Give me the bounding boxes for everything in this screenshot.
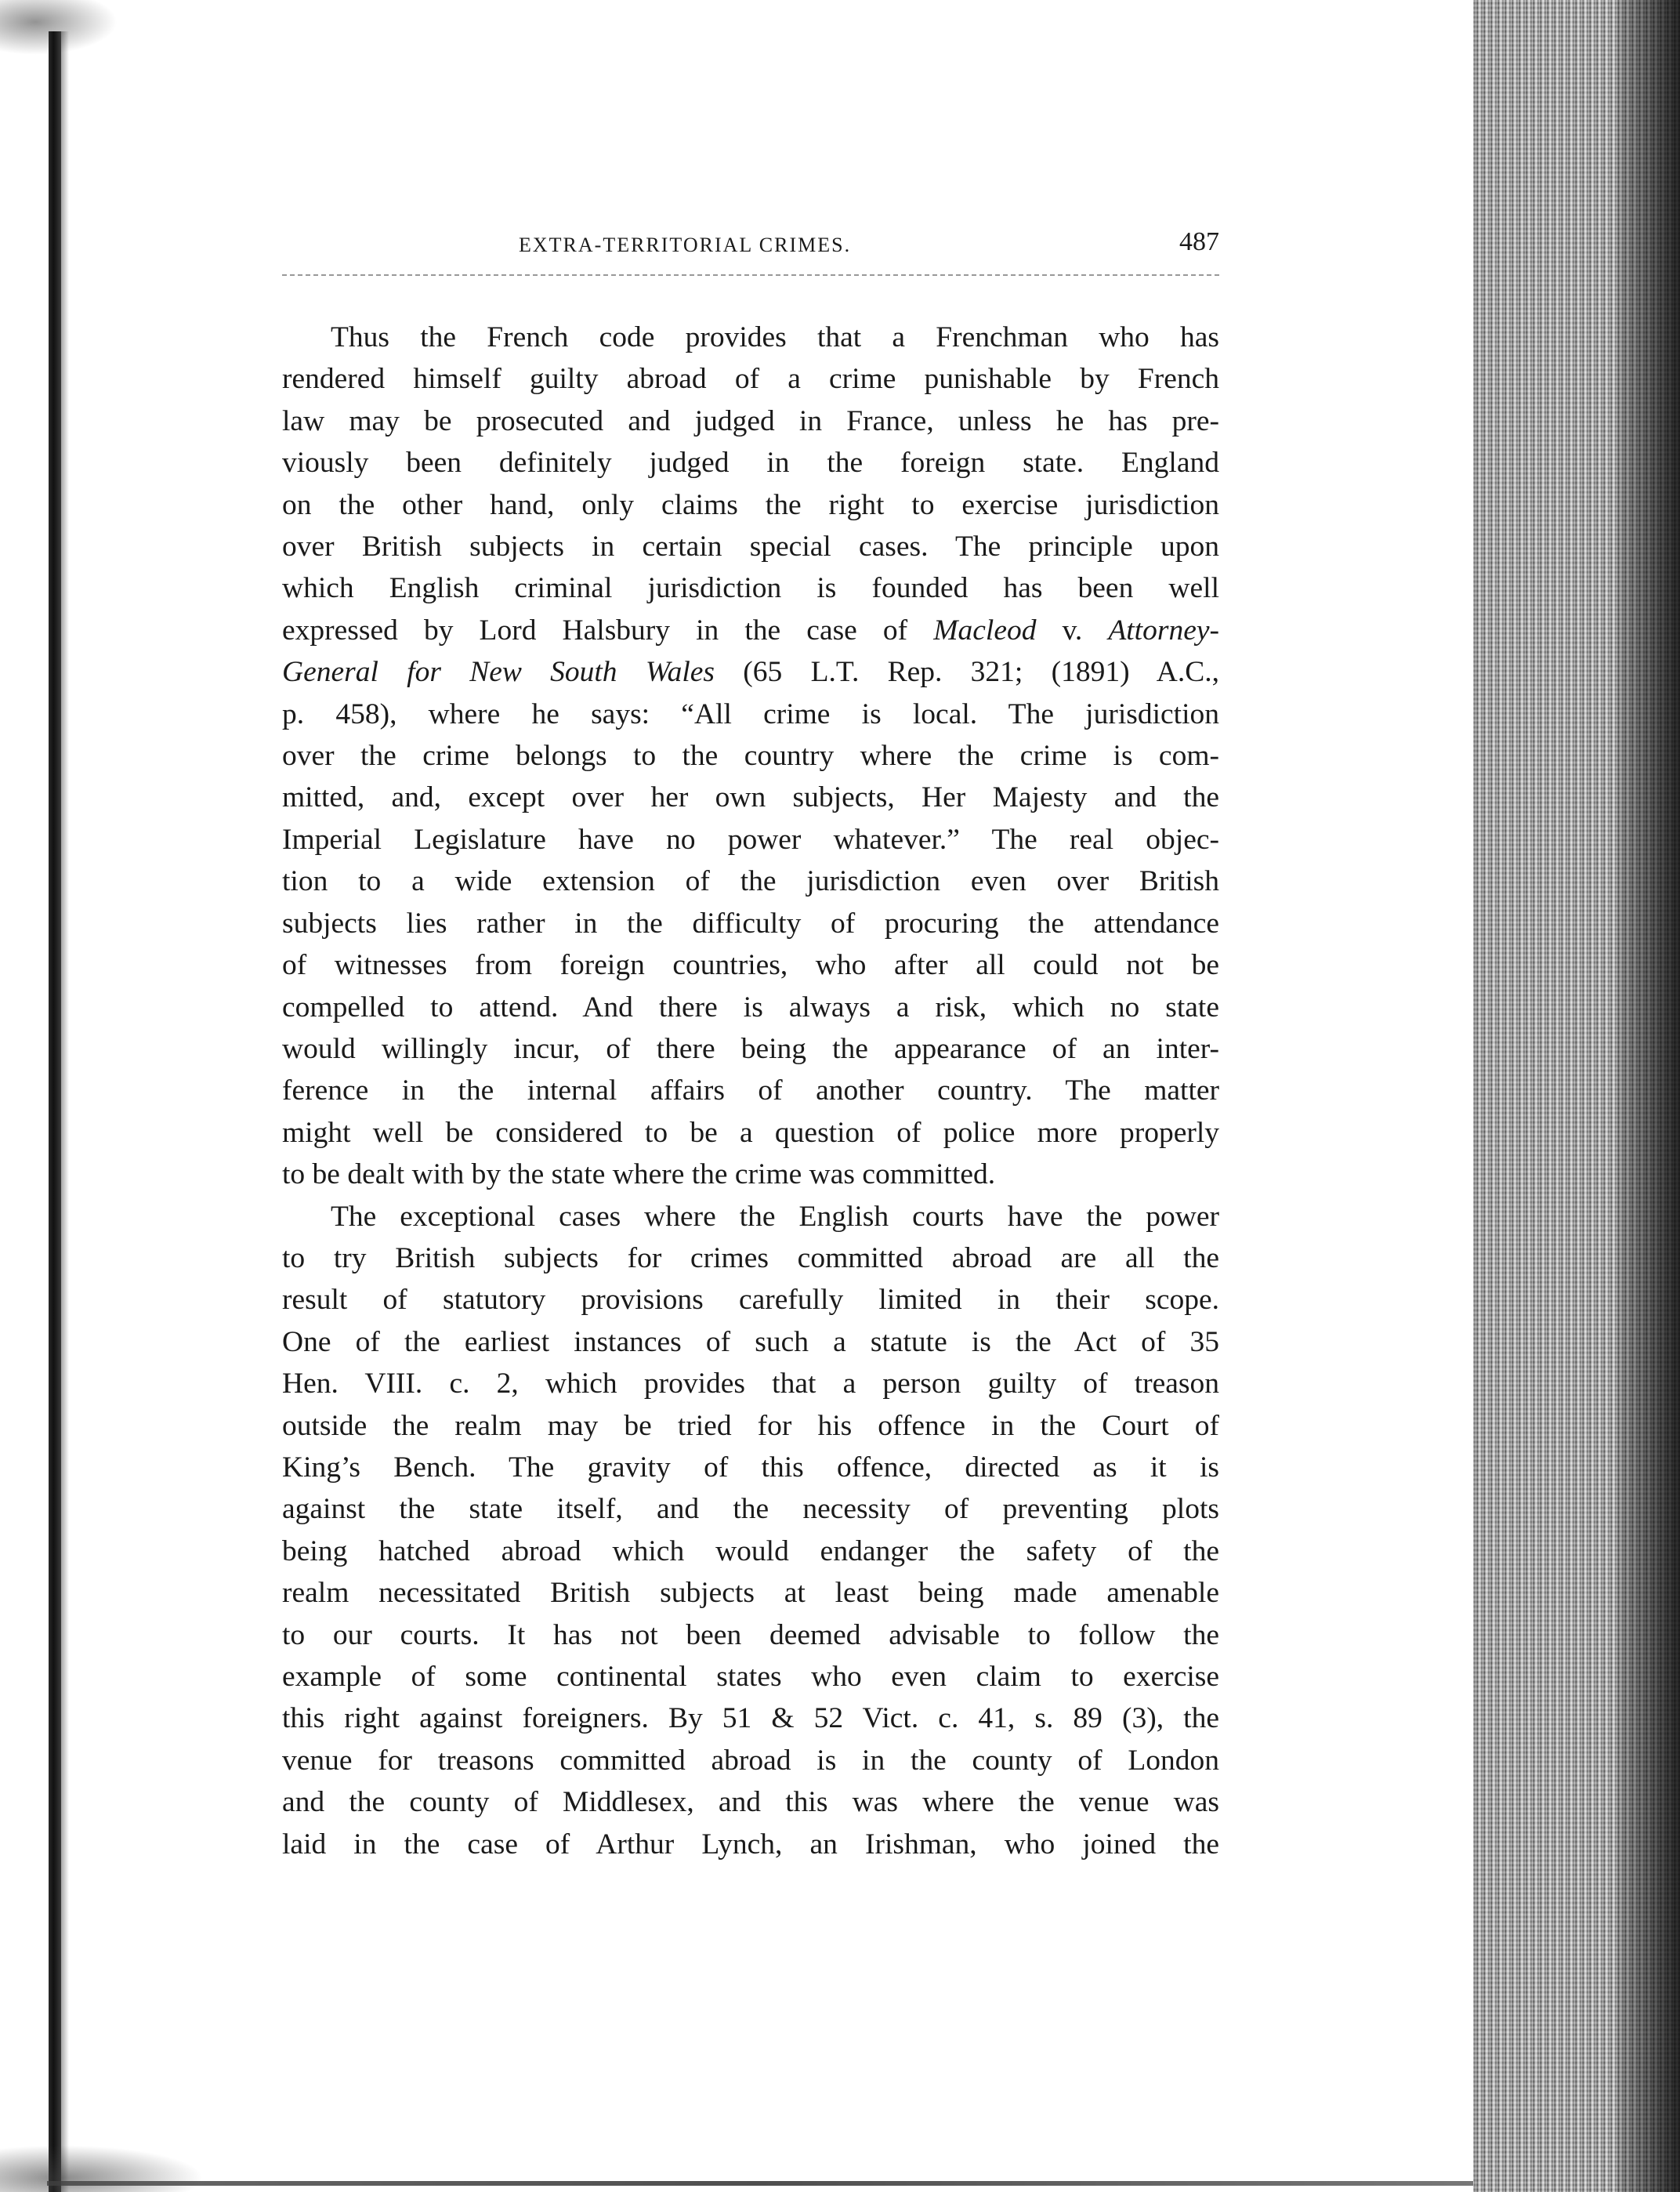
book-binding-edge [49, 31, 61, 2192]
text-line: Hen. VIII. c. 2, which provides that a person guilty of treason [282, 1368, 1219, 1400]
text-line: mitted, and, except over her own subjects, Her Majesty and the [282, 781, 1219, 814]
case-name: Attorney- [1108, 614, 1219, 647]
text-line: tion to a wide extension of the jurisdiction even over British [282, 865, 1219, 898]
page-number: 487 [1179, 227, 1219, 256]
text-line: against the state itself, and the necessity of preventing plots [282, 1493, 1219, 1526]
text-line: Thus the French code provides that a Frenchman who has [331, 321, 1219, 353]
text-line: law may be prosecuted and judged in France, unless he has pre- [282, 404, 1219, 437]
text-line: Imperial Legislature have no power whatever.” The real objec- [282, 823, 1219, 856]
text-line: on the other hand, only claims the right to exercise jurisdiction [282, 488, 1219, 521]
text-line: of witnesses from foreign countries, who after all could not be [282, 949, 1219, 982]
text-line: General for New South Wales (65 L.T. Rep. 321; (1891) A.C., [282, 656, 1220, 689]
running-title: EXTRA-TERRITORIAL CRIMES. [519, 234, 852, 256]
book-page [282, 227, 1219, 1865]
text-line: ference in the internal affairs of another country. The matter [282, 1074, 1219, 1107]
text-line: and the county of Middlesex, and this was where the venue was [282, 1786, 1219, 1819]
paragraph-2 [282, 1196, 1219, 1866]
text-line: p. 458), where he says: “All crime is local. The jurisdiction [282, 697, 1219, 730]
paragraph-1 [282, 317, 1219, 1196]
text-line: rendered himself guilty abroad of a crime punishable by French [282, 363, 1219, 396]
page-stack-edge [1473, 0, 1680, 2192]
page-bottom-edge [47, 2181, 1473, 2186]
text-line: One of the earliest instances of such a statute is the Act of 35 [282, 1325, 1219, 1358]
header-rule [282, 274, 1219, 276]
text-line: being hatched abroad which would endanger the safety of the [282, 1534, 1219, 1567]
text-line: laid in the case of Arthur Lynch, an Irishman, who joined the [282, 1828, 1219, 1860]
text-line: over the crime belongs to the country where the crime is com- [282, 740, 1219, 773]
text-line: subjects lies rather in the difficulty of procuring the attendance [282, 907, 1219, 940]
scan-smudge-bottom-left [0, 2145, 204, 2192]
text-line: to be dealt with by the state where the crime was committed. [282, 1158, 996, 1191]
text-line: King’s Bench. The gravity of this offence, directed as it is [282, 1451, 1219, 1484]
body-text [282, 317, 1219, 1865]
text-line: viously been definitely judged in the foreign state. England [282, 447, 1219, 480]
text-line: expressed by Lord Halsbury in the case of Macleod v. Attorney- [282, 614, 1219, 647]
text-line: might well be considered to be a question of police more properly [282, 1116, 1219, 1149]
text-line: venue for treasons committed abroad is in the county of London [282, 1744, 1219, 1777]
text-line: this right against foreigners. By 51 & 52 Vict. c. 41, s. 89 (3), the [282, 1702, 1219, 1735]
text-line: over British subjects in certain special cases. The principle upon [282, 531, 1219, 563]
text-line: realm necessitated British subjects at least being made amenable [282, 1577, 1219, 1610]
text-line: would willingly incur, of there being the appearance of an inter- [282, 1032, 1219, 1065]
case-name: General for New South Wales [282, 656, 715, 689]
text-line: compelled to attend. And there is always a risk, which no state [282, 991, 1219, 1024]
text-line: outside the realm may be tried for his offence in the Court of [282, 1409, 1219, 1442]
text-line: to try British subjects for crimes committed abroad are all the [282, 1241, 1219, 1274]
text-line: which English criminal jurisdiction is founded has been well [282, 572, 1219, 605]
text-line: The exceptional cases where the English courts have the power [331, 1200, 1219, 1233]
case-name: Macleod [933, 614, 1037, 647]
text-line: to our courts. It has not been deemed advisable to follow the [282, 1618, 1219, 1651]
running-head [282, 227, 1219, 268]
binding-shadow [61, 31, 69, 2192]
text-line: result of statutory provisions carefully limited in their scope. [282, 1284, 1219, 1317]
text-line: example of some continental states who even claim to exercise [282, 1661, 1219, 1693]
